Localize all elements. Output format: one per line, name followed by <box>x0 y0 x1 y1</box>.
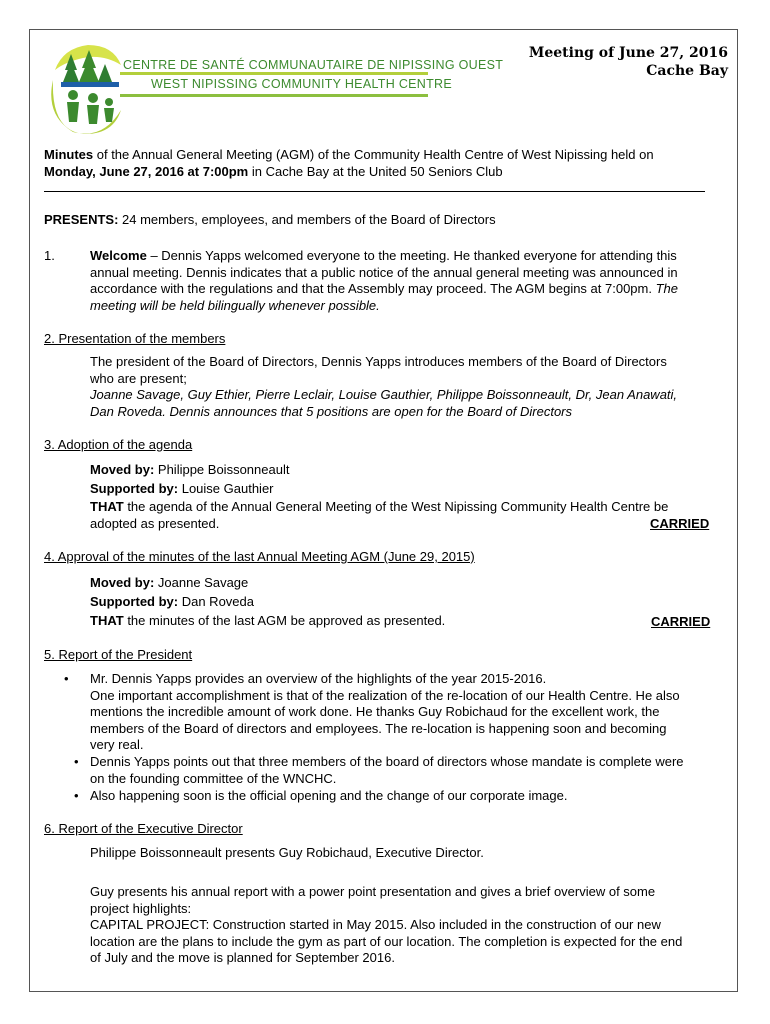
presents-text: 24 members, employees, and members of the Board of Directors <box>118 212 496 227</box>
intro-text-1: of the Annual General Meeting (AGM) of the Community Health Centre of West Nipissing held on <box>93 147 654 162</box>
bullet-icon: • <box>64 671 69 686</box>
section-2-body <box>90 354 726 420</box>
section-5-b1-line-3: mentions the incredible amount of work done. He thanks Guy Robichaud for the excellent work, the <box>90 704 660 719</box>
section-1-line-3: accordance with the regulations and that the Assembly may proceed. The AGM begins at 7:00pm. <box>90 281 656 296</box>
section-3-supported-label: Supported by: <box>90 481 179 496</box>
section-3-that: THAT <box>90 499 124 514</box>
section-4-that: THAT <box>90 613 124 628</box>
section-5-b1-line-5: very real. <box>90 737 144 752</box>
section-4-supported-label: Supported by: <box>90 594 179 609</box>
section-3-moved-label: Moved by: <box>90 462 155 477</box>
section-3-motion-line-2: adopted as presented. <box>90 515 220 531</box>
section-2-line-1: The president of the Board of Directors, Dennis Yapps introduces members of the Board of Directors <box>90 354 667 369</box>
section-5-b2-line-2: on the founding committee of the WNCHC. <box>90 770 337 786</box>
presents-label: PRESENTS: <box>44 212 119 227</box>
logo-divider-bar <box>120 72 428 75</box>
intro-paragraph <box>44 147 729 180</box>
section-2-heading: 2. Presentation of the members <box>44 331 226 346</box>
section-1-title: Welcome <box>90 248 147 263</box>
horizontal-rule <box>44 191 705 192</box>
meeting-location: Cache Bay <box>646 63 728 79</box>
section-4-motion-line-1: the minutes of the last AGM be approved as presented. <box>123 613 446 628</box>
logo-emblem-icon <box>51 45 121 134</box>
section-2-line-3: Joanne Savage, Guy Ethier, Pierre Leclair, Louise Gauthier, Philippe Boissonneault, Dr, Jean Anawati, <box>90 387 678 402</box>
section-4-moved-label: Moved by: <box>90 575 155 590</box>
section-6-p2-line-5: of July and the move is planned for September 2016. <box>90 950 395 965</box>
meeting-date: Meeting of June 27, 2016 <box>528 45 728 61</box>
section-5-b1-line-1: Mr. Dennis Yapps provides an overview of the highlights of the year 2015-2016. <box>90 671 547 686</box>
section-6-line-1: Philippe Boissonneault presents Guy Robichaud, Executive Director. <box>90 845 484 860</box>
presents-line <box>44 212 729 229</box>
bullet-icon: • <box>74 754 79 769</box>
section-3-carried: CARRIED <box>650 516 710 531</box>
section-4-carried: CARRIED <box>651 614 711 629</box>
section-3-moved: Philippe Boissonneault <box>154 462 290 477</box>
meeting-heading <box>529 44 728 80</box>
section-1-line-2: annual meeting. Dennis indicates that a public notice of the annual general meeting was announced in <box>90 264 678 280</box>
intro-text-2: in Cache Bay at the United 50 Seniors Club <box>248 163 503 179</box>
section-6-heading: 6. Report of the Executive Director <box>44 821 243 836</box>
section-5-b1-line-4: members of the Board of directors and employees. The re-location is happening soon and becoming <box>90 720 667 736</box>
section-6-p2-line-3: CAPITAL PROJECT: Construction started in May 2015. Also included in the construction of our new <box>90 917 661 932</box>
section-2-line-2: who are present; <box>90 370 187 386</box>
section-1-line-3-italic: The <box>655 281 678 296</box>
section-1-welcome <box>90 248 726 314</box>
section-5-bullet-3 <box>90 788 726 805</box>
section-3-supported: Louise Gauthier <box>178 481 274 496</box>
section-5-b1-line-2: One important accomplishment is that of the realization of the re-location of our Health Centre. He also <box>90 687 680 703</box>
section-5-b3-line-1: Also happening soon is the official opening and the change of our corporate image. <box>90 788 568 803</box>
section-5-bullet-1 <box>90 671 726 754</box>
section-4-supported: Dan Roveda <box>178 594 254 609</box>
section-6-p2-line-2: project highlights: <box>90 900 192 916</box>
section-6-p2-line-4: location are the plans to include the gym as part of our location. The completion is expected for the end <box>90 933 683 949</box>
section-4-moved: Joanne Savage <box>154 575 249 590</box>
section-4-body <box>90 573 726 630</box>
section-5-bullet-2 <box>90 754 726 787</box>
section-4-heading: 4. Approval of the minutes of the last Annual Meeting AGM (June 29, 2015) <box>44 549 475 564</box>
section-5-b2-line-1: Dennis Yapps points out that three members of the board of directors whose mandate is complete were <box>90 754 684 769</box>
org-name-french: CENTRE DE SANTÉ COMMUNAUTAIRE DE NIPISSING OUEST <box>123 58 504 72</box>
section-3-heading: 3. Adoption of the agenda <box>44 437 193 452</box>
section-3-body <box>90 460 726 498</box>
logo-underline-bar <box>120 94 428 97</box>
intro-bold-minutes: Minutes <box>44 147 94 162</box>
section-6-p2-line-1: Guy presents his annual report with a power point presentation and gives a brief overview of some <box>90 884 656 899</box>
section-6-paragraph-2 <box>90 884 726 967</box>
section-2-line-4: Dan Roveda. Dennis announces that 5 positions are open for the Board of Directors <box>90 403 573 419</box>
bullet-icon: • <box>74 788 79 803</box>
section-3-motion <box>90 499 726 532</box>
section-1-number: 1. <box>44 248 55 263</box>
section-1-line-1: – Dennis Yapps welcomed everyone to the meeting. He thanked everyone for attending this <box>146 248 677 263</box>
intro-bold-date: Monday, June 27, 2016 at 7:00pm <box>44 163 249 179</box>
section-5-heading: 5. Report of the President <box>44 647 193 662</box>
org-name-english: WEST NIPISSING COMMUNITY HEALTH CENTRE <box>151 77 453 91</box>
section-3-motion-line-1: the agenda of the Annual General Meeting of the West Nipissing Community Health Centre be <box>123 499 669 514</box>
section-1-line-4: meeting will be held bilingually whenever possible. <box>90 297 380 313</box>
